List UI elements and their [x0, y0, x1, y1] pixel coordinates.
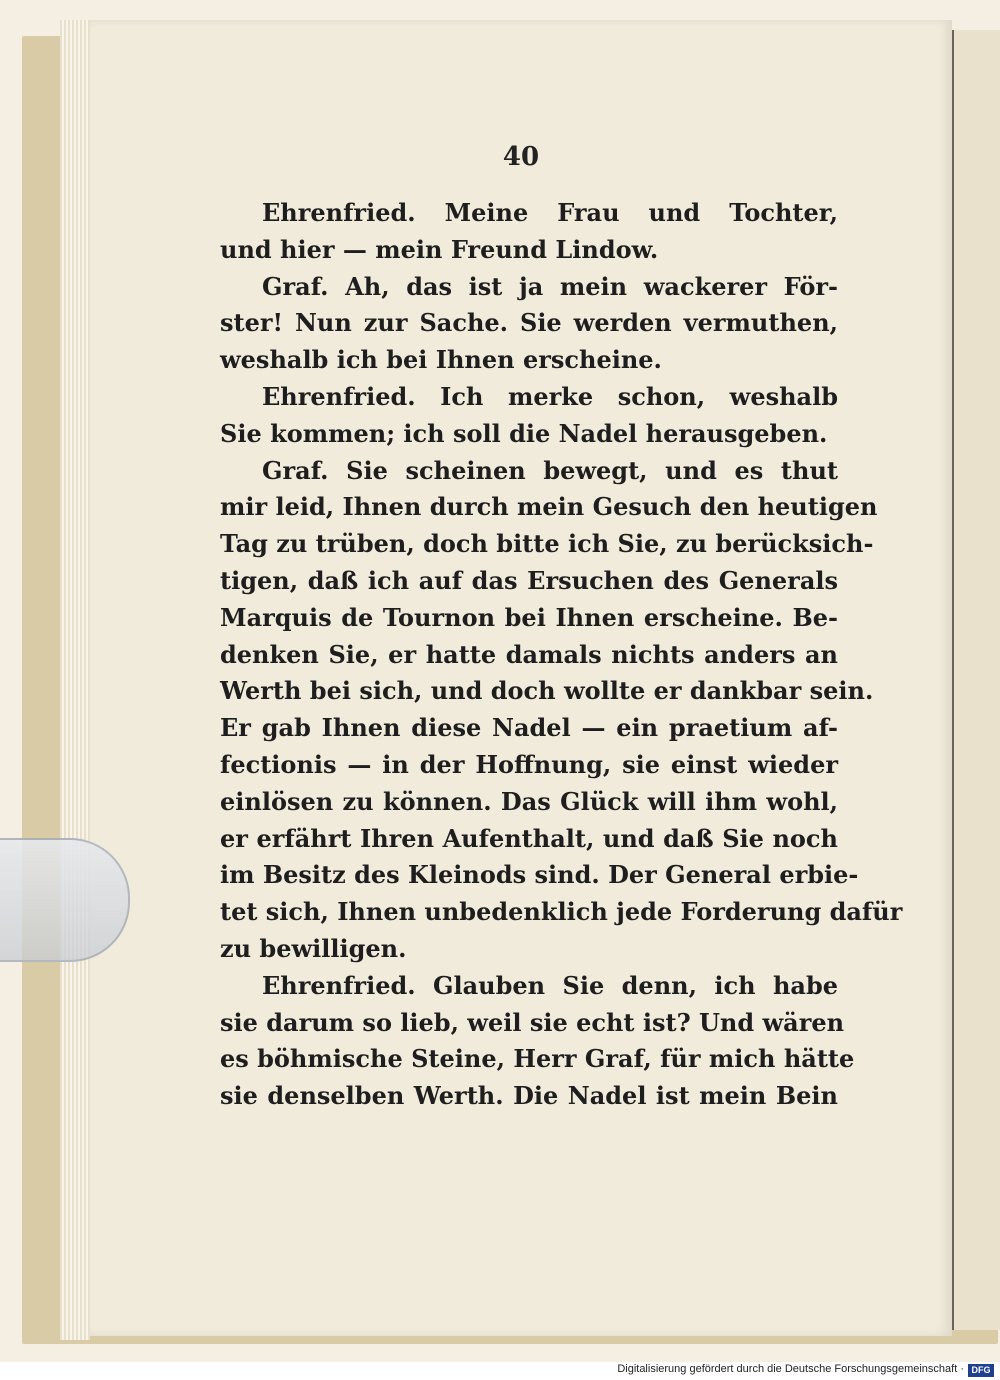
text-line: er erfährt Ihren Aufenthalt, und daß Sie noch: [220, 823, 838, 853]
text-line: Werth bei sich, und doch wollte er dankbar sein.: [220, 676, 874, 706]
footer-credit: Digitalisierung gefördert durch die Deutsche Forschungsgemeinschaft ·: [617, 1363, 964, 1375]
text-line: es böhmische Steine, Herr Graf, für mich hätte: [220, 1044, 855, 1074]
text-line: Graf. Sie scheinen bewegt, und es thut: [262, 455, 838, 485]
text-line: sie darum so lieb, weil sie echt ist? Und wären: [220, 1007, 845, 1037]
text-line: Ehrenfried. Glauben Sie denn, ich habe: [262, 970, 838, 1000]
dfg-logo: DFG: [968, 1364, 994, 1377]
text-line: Er gab Ihnen diese Nadel — ein praetium af-: [220, 713, 838, 743]
book-page: [90, 20, 952, 1336]
text-line: Tag zu trüben, doch bitte ich Sie, zu berücksich-: [220, 529, 874, 559]
text-line: und hier — mein Freund Lindow.: [220, 234, 659, 264]
page-text: [220, 195, 903, 1115]
page-number: 40: [502, 142, 540, 172]
text-line: tet sich, Ihnen unbedenklich jede Forderung dafür: [220, 897, 903, 927]
text-line: mir leid, Ihnen durch mein Gesuch den heutigen: [220, 492, 878, 522]
text-line: tigen, daß ich auf das Ersuchen des Generals: [220, 565, 838, 595]
text-line: ster! Nun zur Sache. Sie werden vermuthen,: [220, 308, 838, 338]
page-clip: [0, 838, 130, 962]
text-line: weshalb ich bei Ihnen erscheine.: [220, 345, 662, 375]
text-line: Ehrenfried. Ich merke schon, weshalb: [262, 381, 838, 411]
text-line: Graf. Ah, das ist ja mein wackerer För-: [262, 271, 838, 301]
text-line: Marquis de Tournon bei Ihnen erscheine. Be-: [220, 602, 838, 632]
text-line: im Besitz des Kleinods sind. Der General erbie-: [220, 860, 859, 890]
text-line: sie denselben Werth. Die Nadel ist mein Bein: [220, 1081, 838, 1111]
text-line: zu bewilligen.: [220, 933, 407, 963]
text-line: einlösen zu können. Das Glück will ihm wohl,: [220, 786, 838, 816]
page-edges: [60, 20, 90, 1340]
text-line: Ehrenfried. Meine Frau und Tochter,: [262, 198, 838, 227]
text-line: denken Sie, er hatte damals nichts anders an: [220, 639, 838, 669]
text-line: Sie kommen; ich soll die Nadel herausgeben.: [220, 418, 828, 448]
text-line: fectionis — in der Hoffnung, sie einst wieder: [220, 749, 838, 779]
facing-page-edge: [952, 30, 1000, 1330]
